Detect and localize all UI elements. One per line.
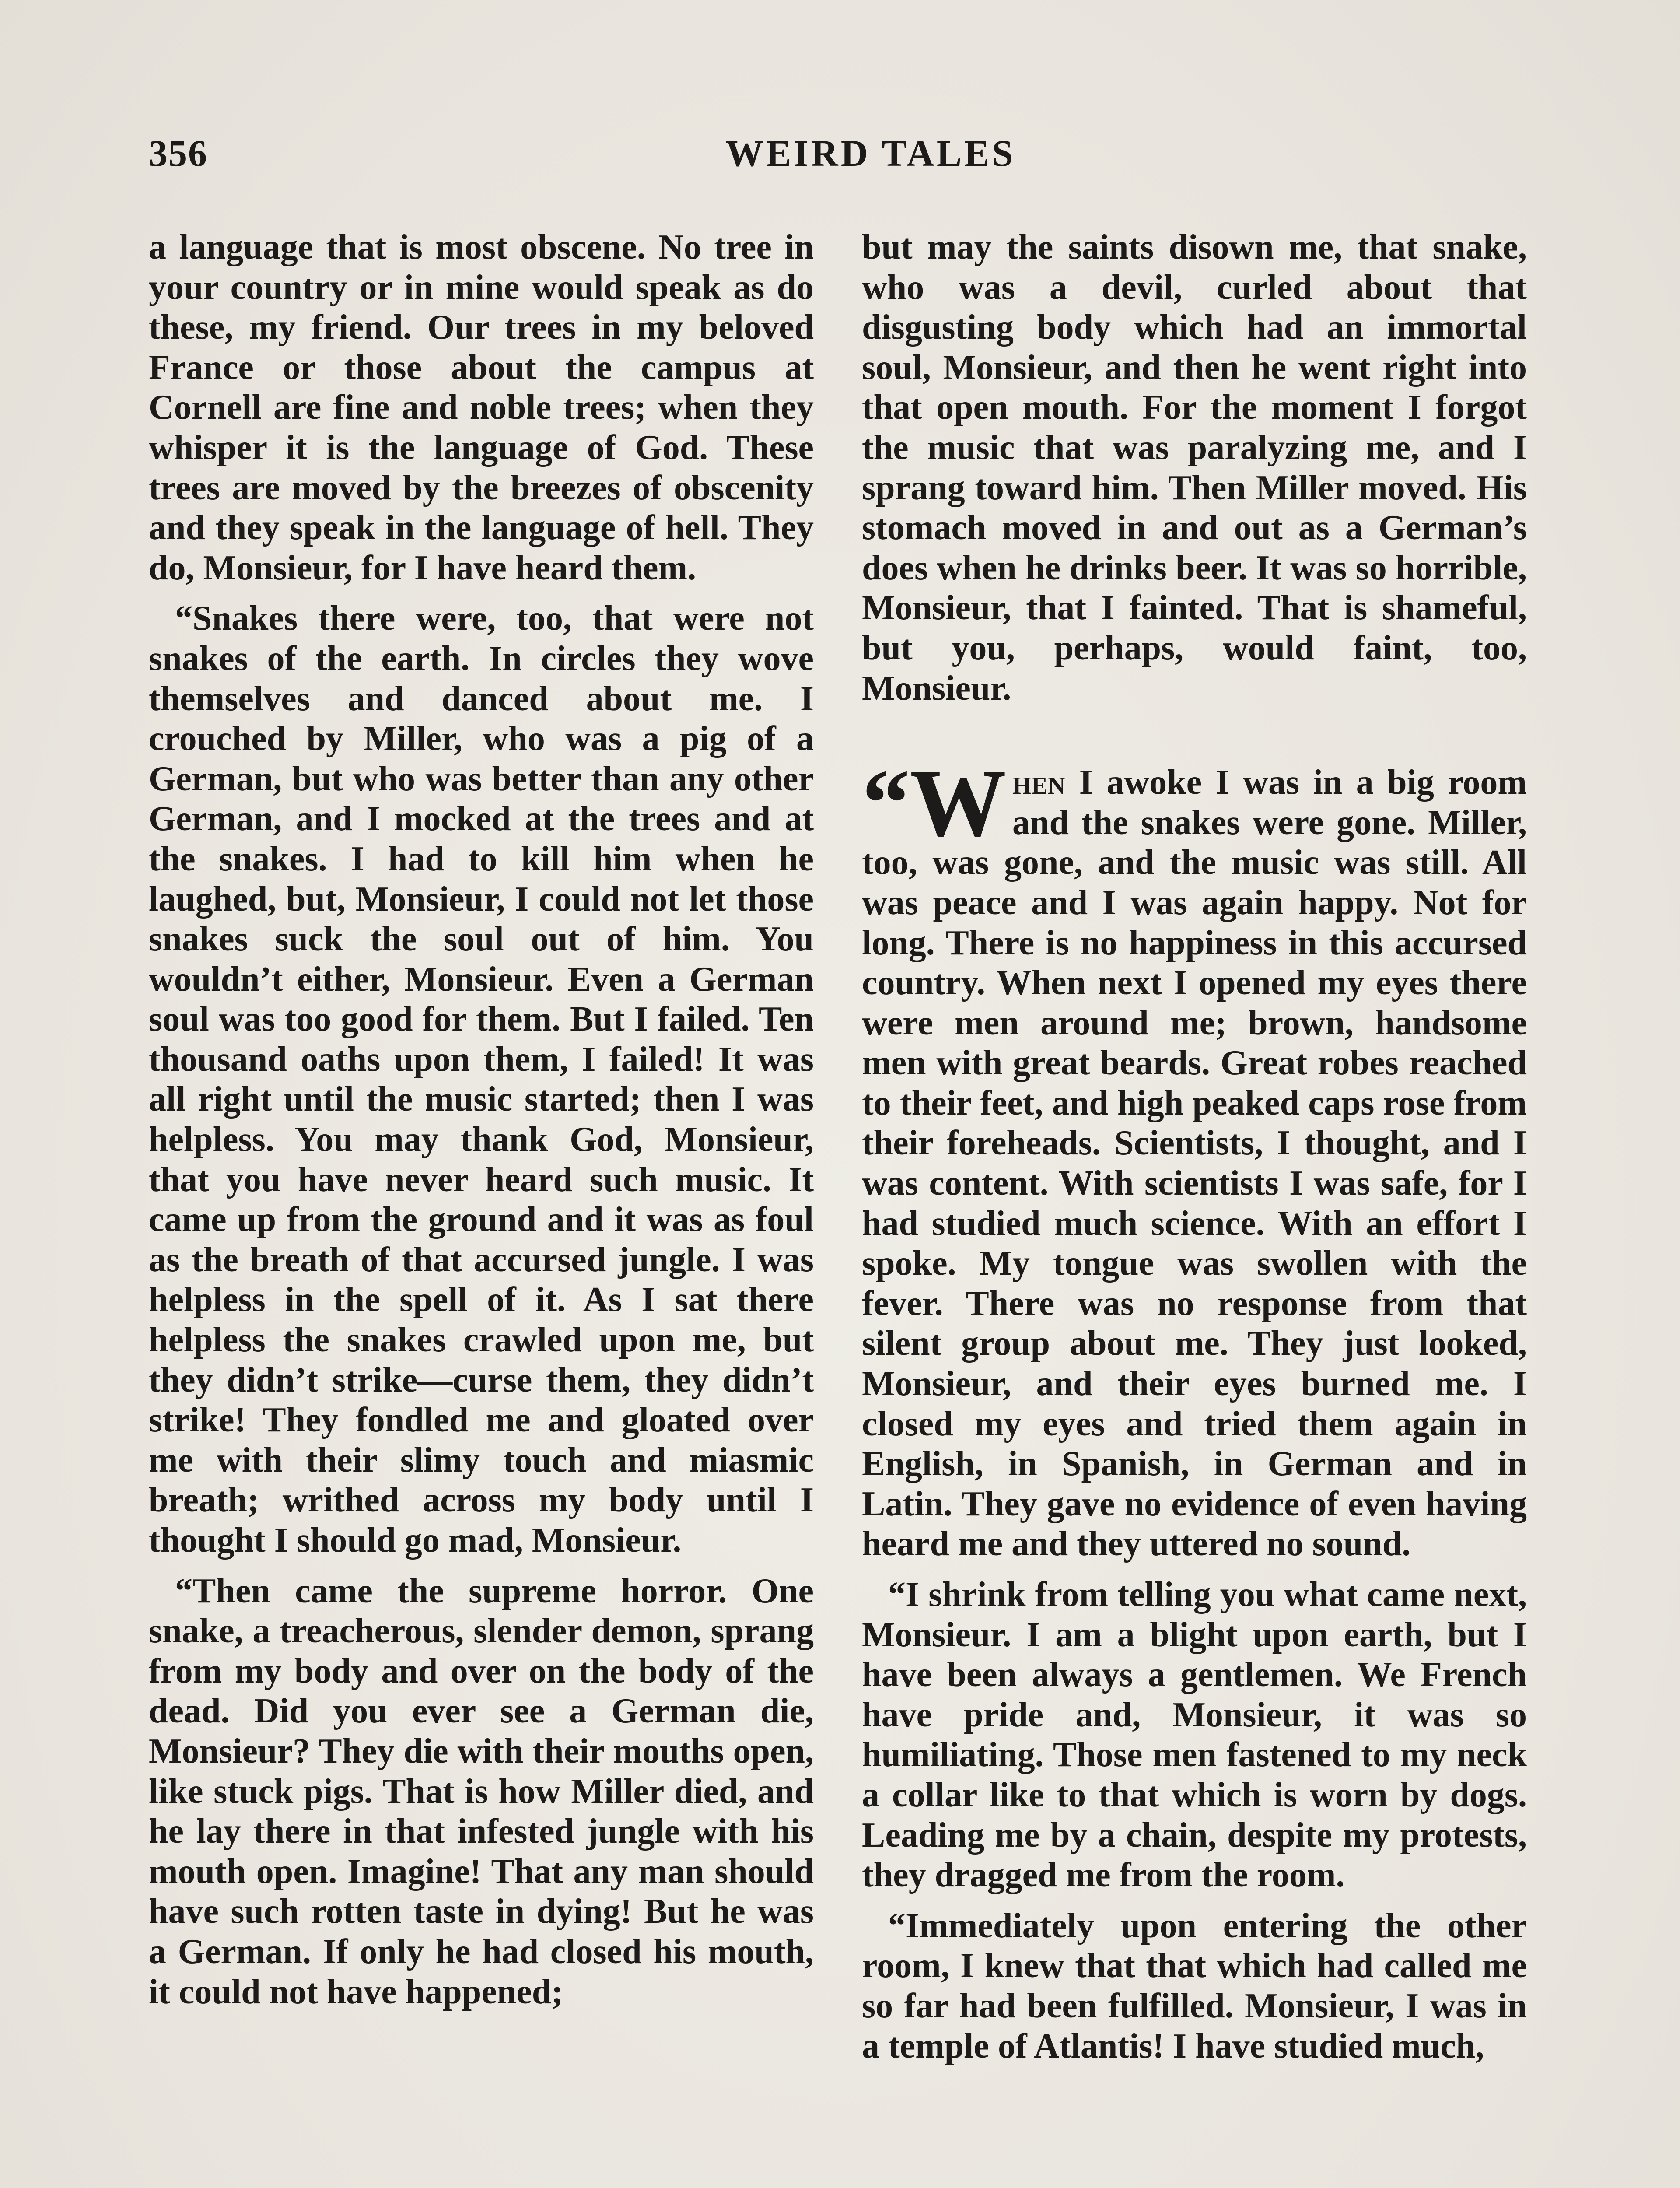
drop-cap-letter: W: [910, 750, 1006, 857]
right-column: [862, 228, 1527, 2077]
opening-quote: “: [862, 750, 910, 857]
paragraph: [862, 228, 1527, 708]
left-column: [149, 228, 814, 2023]
paragraph-text: “Snakes there were, too, that were not snakes of the earth. In circles they wove themselves and danced about me. I crouched by Miller, who was a pig of a German, but who was better than any other German, and I mocked at the trees and at the snakes. I had to kill him when he laughed, but, Monsieur, I could not let those snakes suck the soul out of him. You wouldn’t either, Monsieur. Even a German soul was too good for them. But I failed. Ten thousand oaths upon them, I failed! It was all right until the music started; then I was helpless. You may thank God, Monsieur, that you have never heard such music. It came up from the ground and it was as foul as the breath of that accursed jungle. I was helpless in the spell of it. As I sat there helpless the snakes crawled upon me, but they didn’t strike—curse them, they didn’t strike! They fondled me and gloated over me with their slimy touch and miasmic breath; writhed across my body until I thought I should go mad, Monsieur.: [149, 599, 814, 1560]
paragraph-text: “Immediately upon entering the other room, I knew that that which had called me so far had been fulfilled. Monsieur, I was in a temple of Atlantis! I have studied much,: [862, 1906, 1527, 2065]
small-caps-lead: hen: [1012, 763, 1066, 802]
paragraph-text: but may the saints disown me, that snake, who was a devil, curled about that disgusting body which had an immortal soul, Monsieur, and then he went right into that open mouth. For the moment I forgot the music that was paralyzing me, and I sprang toward him. Then Miller moved. His stomach moved in and out as a German’s does when he drinks beer. It was so horrible, Monsieur, that I fainted. That is shameful, but you, perhaps, would faint, too, Monsieur.: [862, 228, 1527, 708]
paragraph-text: “I shrink from telling you what came next, Monsieur. I am a blight upon earth, but I have been always a gentlemen. We French have pride and, Monsieur, it was so humiliating. Those men fastened to my neck a collar like to that which is worn by dogs. Leading me by a chain, despite my protests, they dragged me from the room.: [862, 1575, 1527, 1895]
paragraph-text: “Then came the supreme horror. One snake, a treacherous, slender demon, sprang from my body and over on the body of the dead. Did you ever see a German die, Monsieur? They die with their mouths open, like stuck pigs. That is how Miller died, and he lay there in that infested jungle with his mouth open. Imagine! That any man should have such rotten taste in dying! But he was a German. If only he had closed his mouth, it could not have happened;: [149, 1571, 814, 2011]
drop-cap: [862, 750, 1006, 857]
paragraph: [862, 1575, 1527, 1896]
paragraph: [149, 228, 814, 588]
paragraph: [862, 1906, 1527, 2066]
running-title: WEIRD TALES: [725, 132, 1016, 174]
paragraph-dropcap: [862, 750, 1527, 1564]
page-number: 356: [149, 132, 208, 174]
paragraph-text: I awoke I was in a big room and the snakes were gone. Miller, too, was gone, and the music was still. All was peace and I was again happy. Not for long. There is no happiness in this accursed country. When next I opened my eyes there were men around me; brown, handsome men with great beards. Great robes reached to their feet, and high peaked caps rose from their foreheads. Scientists, I thought, and I was content. With scientists I was safe, for I had studied much science. With an effort I spoke. My tongue was swollen with the fever. There was no response from that silent group about me. They just looked, Monsieur, and their eyes burned me. I closed my eyes and tried them again in English, in Spanish, in German and in Latin. They gave no evidence of even having heard me and they uttered no sound.: [862, 763, 1527, 1564]
paragraph: [149, 599, 814, 1560]
paragraph: [149, 1571, 814, 2013]
paragraph-text: a language that is most obscene. No tree in your country or in mine would speak as do these, my friend. Our trees in my beloved France or those about the campus at Cornell are fine and noble trees; when they whisper it is the language of God. These trees are moved by the breezes of obscenity and they speak in the language of hell. They do, Monsieur, for I have heard them.: [149, 228, 814, 587]
